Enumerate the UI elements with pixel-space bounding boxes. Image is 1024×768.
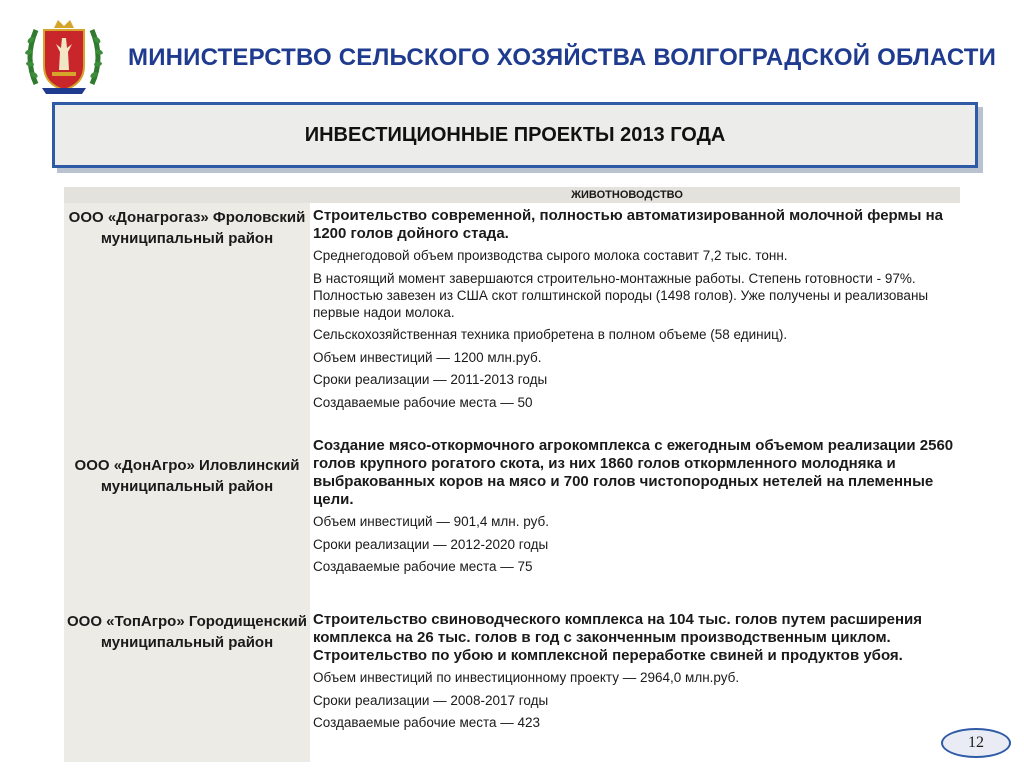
project-lead: Строительство современной, полностью автоматизированной молочной фермы на 1200 голов дойного стада. (313, 207, 943, 242)
section-header (64, 187, 960, 203)
project-lead: Создание мясо-откормочного агрокомплекса с ежегодным объемом реализации 2560 голов крупного рогатого скота, из них 1860 голов откормленного молодняка и выбракованных коров на мясо и 700 голов чистопородных нетелей на племенные цели. (313, 437, 954, 508)
project-detail: Объем инвестиций — 901,4 млн. руб. (313, 514, 549, 529)
project-org: ООО «ДонАгро» Иловлинский муниципальный район (74, 457, 300, 495)
project-detail: Создаваемые рабочие места — 423 (313, 715, 541, 730)
project-detail: В настоящий момент завершаются строительно-монтажные работы. Степень готовности - 97%. Полностью завезен из США скот голштинской породы (1498 голов). Уже получены и реализованы первые надои молока. (313, 270, 929, 320)
project-detail: Сроки реализации — 2008-2017 годы (313, 692, 549, 708)
project-detail: Сроки реализации — 2011-2013 годы (313, 372, 548, 387)
page-number-label: 12 (968, 734, 984, 751)
project-detail: Сельскохозяйственная техника приобретена в полном объеме (58 единиц). (313, 327, 788, 342)
project-description (313, 611, 958, 737)
section-label: ЖИВОТНОВОДСТВО (571, 189, 683, 201)
ministry-title: МИНИСТЕРСТВО СЕЛЬСКОГО ХОЗЯЙСТВА ВОЛГОГРАДСКОЙ ОБЛАСТИ (128, 44, 997, 71)
project-detail: Объем инвестиций — 1200 млн.руб. (313, 349, 542, 365)
page-number (941, 728, 1011, 758)
project-description (313, 437, 958, 581)
project-detail: Объем инвестиций по инвестиционному проекту — 2964,0 млн.руб. (313, 670, 740, 685)
coat-of-arms-icon (22, 14, 106, 98)
project-org: ООО «ТопАгро» Городищенский муниципальный район (66, 613, 307, 651)
project-lead: Строительство свиноводческого комплекса на 104 тыс. голов путем расширения комплекса на 26 тыс. голов в год с законченным производственным циклом. Строительство по убою и комплексной переработке свиней и продуктов убоя. (313, 611, 922, 664)
project-org: ООО «Донагрогаз» Фроловский муниципальный район (68, 209, 306, 247)
project-detail: Создаваемые рабочие места — 50 (313, 394, 533, 410)
project-detail: Создаваемые рабочие места — 75 (313, 559, 533, 574)
slide-title: ИНВЕСТИЦИОННЫЕ ПРОЕКТЫ 2013 ГОДА (304, 123, 726, 146)
project-description (313, 207, 958, 416)
slide-title-box (52, 102, 978, 168)
project-detail: Сроки реализации — 2012-2020 годы (313, 536, 549, 552)
project-detail: Среднегодовой объем производства сырого молока составит 7,2 тыс. тонн. (313, 248, 788, 263)
projects-table (64, 187, 960, 762)
